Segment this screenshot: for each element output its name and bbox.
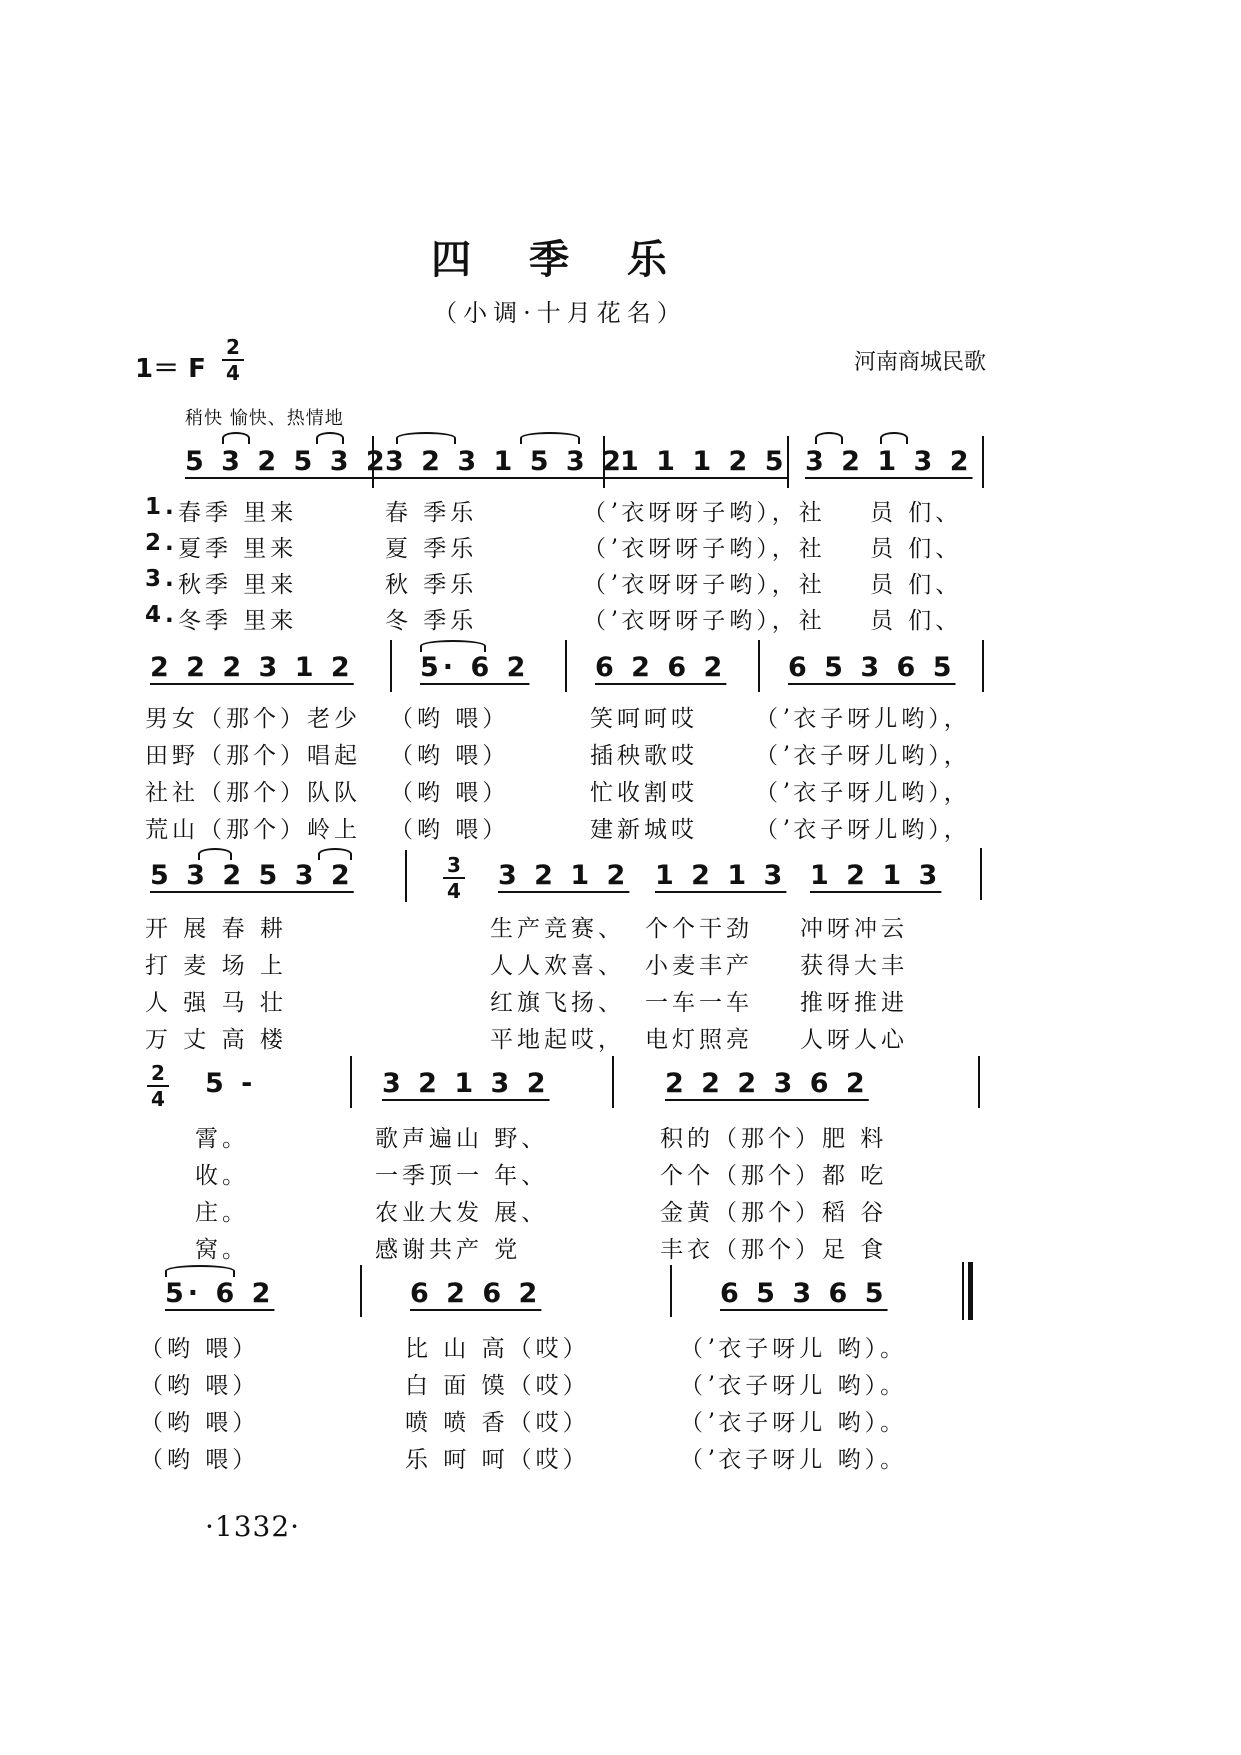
lyric-text: 积的（那个）肥 料 (660, 1126, 888, 1152)
bar-line (603, 436, 605, 488)
lyric-text: （哟 喂） (140, 1447, 260, 1473)
verse-number: 4. (145, 602, 178, 628)
bar-line (390, 640, 392, 692)
measure-notes: 6 5 3 6 5 (720, 1278, 888, 1309)
lyric-text: （ʼ衣子呀儿 哟）。 (680, 1410, 908, 1436)
bar-line (787, 436, 789, 488)
measure-notes: 1 1 1 2 5 (620, 446, 788, 477)
bar-line (670, 1265, 672, 1317)
lyric-text: 乐 呵 呵（哎） (405, 1447, 590, 1473)
verse-number: 2. (145, 530, 178, 556)
lyric-text: （哟 喂） (140, 1336, 260, 1362)
slur (396, 432, 456, 444)
bar-line (565, 640, 567, 692)
measure-notes: 2 2 2 3 1 2 (150, 652, 354, 683)
lyric-text: （哟 喂） (390, 743, 510, 769)
lyric-text: 忙收割哎 (590, 780, 698, 806)
slur (222, 432, 250, 444)
lyric-text: （ʼ衣子呀儿哟）， (755, 780, 971, 806)
lyric-text: 田野（那个）唱起 (145, 743, 361, 769)
lyric-text: 人 强 马 壮 (145, 990, 287, 1016)
lyric-text: 春季 里来 (178, 500, 298, 526)
lyric-text: 秋 季乐 (385, 572, 478, 598)
measure-notes: 6 2 6 2 (410, 1278, 542, 1309)
measure-notes: 5· 6 2 (420, 652, 530, 683)
lyric-text: （ʼ衣子呀儿 哟）。 (680, 1373, 908, 1399)
final-bar-line-thin (962, 1262, 964, 1320)
tempo-marking: 稍快 愉快、热情地 (185, 408, 344, 429)
bar-line (360, 1265, 362, 1317)
lyric-text: （ʼ衣子呀儿 哟）。 (680, 1336, 908, 1362)
lyric-text: 庄。 (195, 1200, 249, 1226)
slur (316, 432, 344, 444)
time-signature (222, 336, 244, 384)
lyric-text: 霄。 (195, 1126, 249, 1152)
lyric-text: 金黄（那个）稻 谷 (660, 1200, 888, 1226)
lyric-text: 个个干劲 (645, 916, 753, 942)
lyric-text: 荒山（那个）岭上 (145, 817, 361, 843)
measure-notes: 5· 6 2 (165, 1278, 275, 1309)
lyric-text: 万 丈 高 楼 (145, 1027, 287, 1053)
time-signature-bottom: 4 (447, 879, 461, 903)
measure-notes: 5 3 2 5 3 2 (150, 860, 354, 891)
lyric-text: （哟 喂） (390, 817, 510, 843)
lyric-text: 插秧歌哎 (590, 743, 698, 769)
lyric-text: 人人欢喜、 (490, 953, 625, 979)
lyric-text: （哟 喂） (390, 780, 510, 806)
lyric-text: 员 们、 (870, 572, 963, 598)
bar-line (350, 1056, 352, 1108)
lyric-text: 员 们、 (870, 536, 963, 562)
lyric-text: 冬 季乐 (385, 608, 478, 634)
lyric-text: 人呀人心 (800, 1027, 908, 1053)
lyric-text: 打 麦 场 上 (145, 953, 287, 979)
lyric-text: 笑呵呵哎 (590, 706, 698, 732)
time-signature-bottom: 4 (151, 1087, 165, 1111)
slur (165, 1265, 235, 1277)
lyric-text: （ʼ衣子呀儿哟）， (755, 817, 971, 843)
measure-notes: 5 3 2 5 3 2 (185, 446, 389, 477)
bar-line (978, 1056, 980, 1108)
bar-line (982, 640, 984, 692)
lyric-text: 员 们、 (870, 608, 963, 634)
song-source: 河南商城民歌 (853, 350, 986, 375)
time-signature-top: 2 (226, 335, 240, 359)
lyric-text: 白 面 馍（哎） (405, 1373, 590, 1399)
time-signature (147, 1062, 169, 1110)
lyric-text: 冬季 里来 (178, 608, 298, 634)
lyric-text: （ʼ衣子呀儿 哟）。 (680, 1447, 908, 1473)
time-signature-bottom: 4 (226, 361, 240, 385)
lyric-text: 歌声遍山 野、 (375, 1126, 549, 1152)
key-signature: 1＝ F (135, 354, 206, 384)
measure-notes: 2 2 2 3 6 2 (665, 1068, 869, 1099)
lyric-text: 建新城哎 (590, 817, 698, 843)
lyric-text: （ʼ衣子呀儿哟）， (755, 743, 971, 769)
verse-number: 1. (145, 494, 178, 520)
lyric-text: 比 山 高（哎） (405, 1336, 590, 1362)
lyric-text: 窝。 (195, 1237, 249, 1263)
time-signature-top: 3 (447, 853, 461, 877)
song-subtitle: （小调·十月花名） (433, 299, 687, 327)
lyric-text: （哟 喂） (140, 1410, 260, 1436)
final-bar-line-thick (968, 1262, 973, 1320)
bar-line (372, 436, 374, 488)
lyric-text: （ʼ衣呀呀子哟），社 (583, 536, 826, 562)
lyric-text: 个个（那个）都 吃 (660, 1163, 888, 1189)
lyric-text: 一车一车 (645, 990, 753, 1016)
slur (880, 432, 908, 444)
lyric-text: 夏 季乐 (385, 536, 478, 562)
lyric-text: 丰衣（那个）足 食 (660, 1237, 888, 1263)
lyric-text: （ʼ衣呀呀子哟），社 (583, 572, 826, 598)
slur (520, 432, 580, 444)
lyric-text: 农业大发 展、 (375, 1200, 549, 1226)
lyric-text: 平地起哎， (490, 1027, 625, 1053)
lyric-text: 员 们、 (870, 500, 963, 526)
lyric-text: 小麦丰产 (645, 953, 753, 979)
bar-line (758, 640, 760, 692)
lyric-text: 推呀推进 (800, 990, 908, 1016)
bar-line (612, 1056, 614, 1108)
measure-notes: 5 - (205, 1068, 257, 1099)
lyric-text: 秋季 里来 (178, 572, 298, 598)
measure-notes: 3 2 1 3 2 (382, 1068, 550, 1099)
lyric-text: 红旗飞扬、 (490, 990, 625, 1016)
lyric-text: （ʼ衣子呀儿哟）， (755, 706, 971, 732)
bar-line (980, 848, 982, 900)
measure-notes: 1 2 1 3 (810, 860, 942, 891)
lyric-text: （哟 喂） (140, 1373, 260, 1399)
slur (420, 640, 486, 652)
bar-line (982, 436, 984, 488)
lyric-text: 感谢共产 党 (375, 1237, 522, 1263)
lyric-text: （ʼ衣呀呀子哟），社 (583, 500, 826, 526)
lyric-text: （ʼ衣呀呀子哟），社 (583, 608, 826, 634)
measure-notes: 3 2 3 1 5 3 2 (385, 446, 625, 477)
lyric-text: 收。 (195, 1163, 249, 1189)
page-number: ·1332· (205, 1510, 301, 1543)
lyric-text: 获得大丰 (800, 953, 908, 979)
bar-line (405, 850, 407, 902)
verse-number: 3. (145, 566, 178, 592)
measure-notes: 3 2 1 2 (498, 860, 630, 891)
measure-notes: 3 2 1 3 2 (805, 446, 973, 477)
lyric-text: （哟 喂） (390, 706, 510, 732)
slur (318, 848, 352, 860)
measure-notes: 6 5 3 6 5 (788, 652, 956, 683)
lyric-text: 喷 喷 香（哎） (405, 1410, 590, 1436)
time-signature (443, 854, 465, 902)
lyric-text: 冲呀冲云 (800, 916, 908, 942)
lyric-text: 开 展 春 耕 (145, 916, 287, 942)
lyric-text: 春 季乐 (385, 500, 478, 526)
lyric-text: 社社（那个）队队 (145, 780, 361, 806)
lyric-text: 生产竞赛、 (490, 916, 625, 942)
lyric-text: 一季顶一 年、 (375, 1163, 549, 1189)
lyric-text: 男女（那个）老少 (145, 706, 361, 732)
time-signature-top: 2 (151, 1061, 165, 1085)
lyric-text: 电灯照亮 (645, 1027, 753, 1053)
measure-notes: 6 2 6 2 (595, 652, 727, 683)
measure-notes: 1 2 1 3 (655, 860, 787, 891)
lyric-text: 夏季 里来 (178, 536, 298, 562)
slur (815, 432, 843, 444)
slur (198, 848, 232, 860)
song-title: 四 季 乐 (431, 236, 689, 283)
